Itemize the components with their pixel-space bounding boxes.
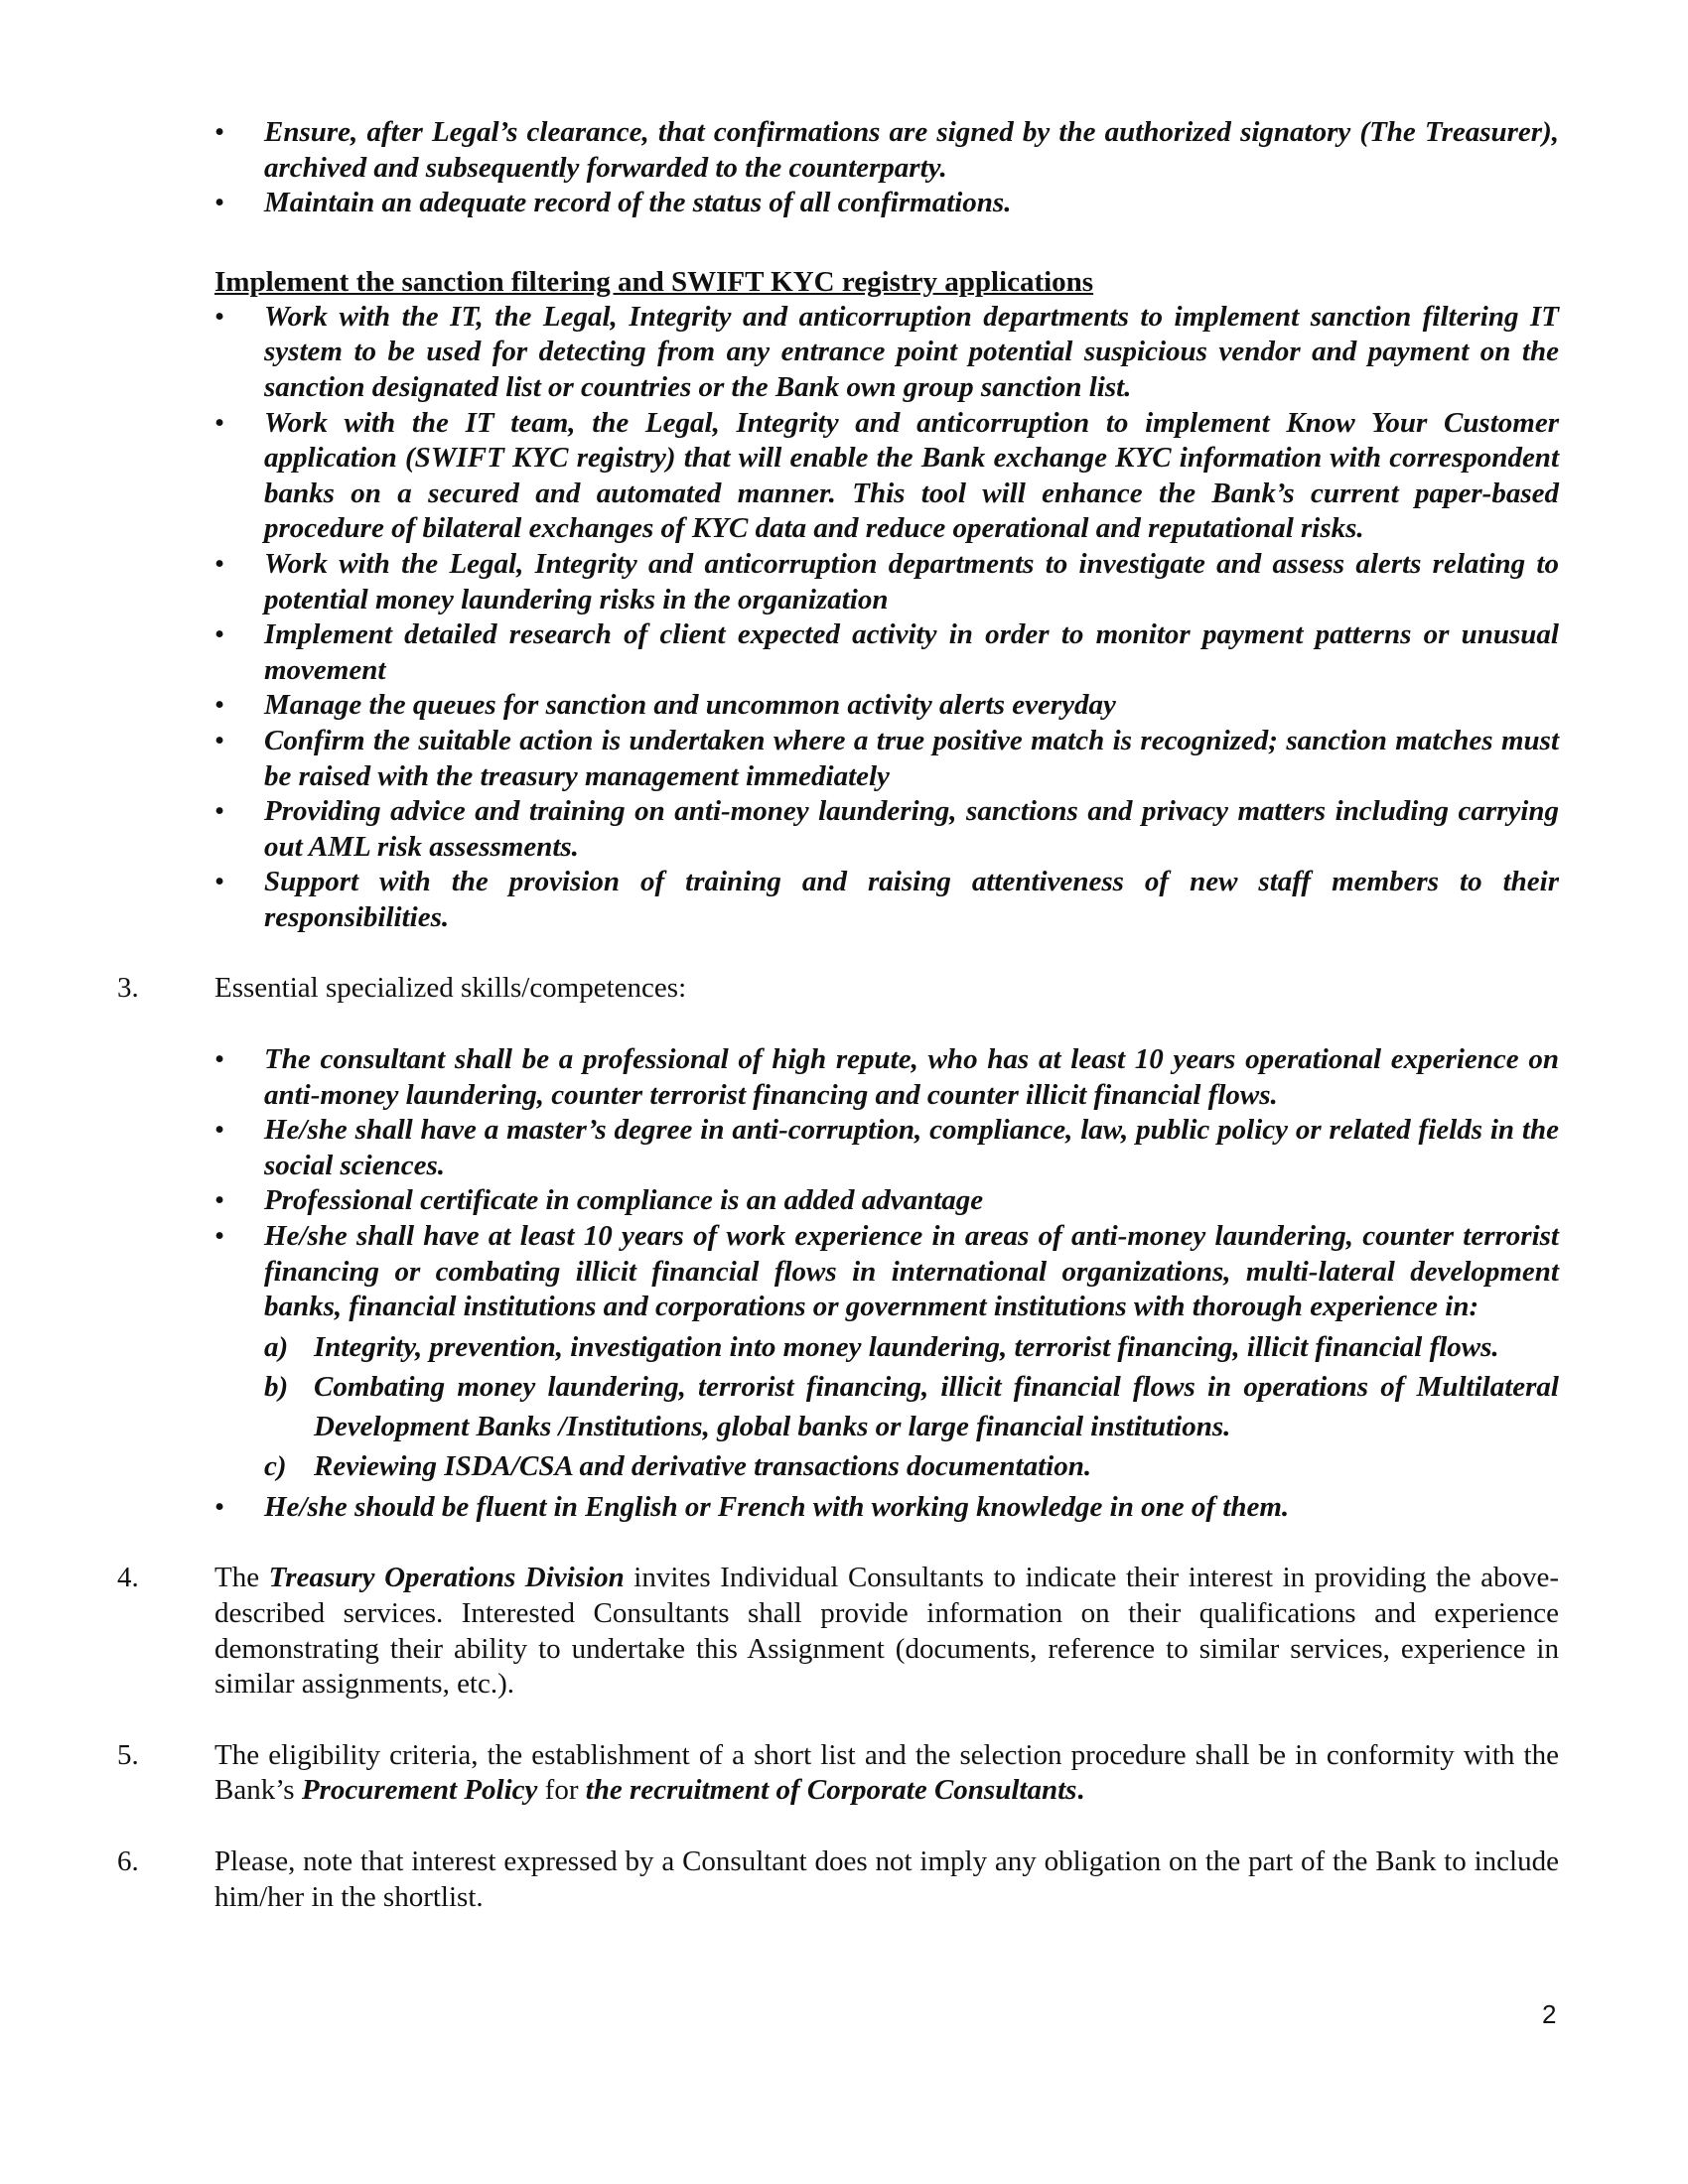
list-item: • Work with the IT, the Legal, Integrity and anticorruption departments to implement sanction filtering IT system to be used for detecting from any entrance point potential suspicious vendor and payment on the sanction designated list or countries or the Bank own group sanction list.	[214, 300, 1559, 403]
page-number: 2	[1542, 1999, 1557, 2029]
list-item: • He/she should be fluent in English or French with working knowledge in one of them.	[214, 1490, 1559, 1526]
bullet-icon: •	[214, 1043, 225, 1076]
sanction-bullet-list	[214, 300, 1559, 936]
list-item: • Confirm the suitable action is undertaken where a true positive match is recognized; sanction matches must be raised with the treasury management immediately	[214, 724, 1559, 792]
item-text: Essential specialized skills/competences:	[214, 972, 687, 1005]
numbered-item-6: 6. Please, note that interest expressed by a Consultant does not imply any obligation on the part of the Bank to include him/her in the shortlist.	[117, 1844, 1559, 1913]
list-item: • Ensure, after Legal’s clearance, that confirmations are signed by the authorized signatory (The Treasurer), archived and subsequently forwarded to the counterparty.	[214, 116, 1559, 184]
bullet-icon: •	[214, 1114, 225, 1147]
list-item: • Providing advice and training on anti-money laundering, sanctions and privacy matters including carrying out AML risk assessments.	[214, 795, 1559, 863]
sub-item-letter: b)	[264, 1370, 289, 1403]
bullet-icon: •	[214, 1490, 225, 1523]
item-number: 5.	[117, 1738, 139, 1771]
numbered-item-5: 5. The eligibility criteria, the establishment of a short list and the selection procedure shall be in conformity with the Bank’s Procurement Policy for the recruitment of Corporate Consultants.	[117, 1738, 1559, 1807]
sub-list-item: b) Combating money laundering, terrorist financing, illicit financial flows in operations of Multilateral Development Banks /Institutions, global banks or large financial institutions.	[264, 1367, 1559, 1446]
sub-list-item: c) Reviewing ISDA/CSA and derivative transactions documentation.	[264, 1446, 1559, 1486]
bullet-icon: •	[214, 406, 225, 439]
bullet-icon: •	[214, 618, 225, 651]
experience-sub-list	[264, 1327, 1559, 1486]
list-item: • Professional certificate in compliance is an added advantage	[214, 1183, 1559, 1219]
skills-bullet-list	[214, 1042, 1559, 1525]
bullet-icon: •	[214, 689, 225, 722]
list-item: • Implement detailed research of client expected activity in order to monitor payment patterns or unusual movement	[214, 618, 1559, 686]
list-item: • Support with the provision of training and raising attentiveness of new staff members to their responsibilities.	[214, 866, 1559, 933]
list-item: • He/she shall have a master’s degree in anti-corruption, compliance, law, public policy or related fields in the social sciences.	[214, 1114, 1559, 1181]
top-bullet-list	[214, 115, 1559, 221]
emphasis-text: Procurement Policy	[301, 1774, 538, 1807]
emphasis-text: Treasury Operations Division	[268, 1562, 625, 1594]
list-item: • Maintain an adequate record of the status of all confirmations.	[214, 186, 1559, 221]
list-item: • Manage the queues for sanction and uncommon activity alerts everyday	[214, 688, 1559, 724]
bullet-icon: •	[214, 866, 225, 898]
list-item: • Work with the IT team, the Legal, Integrity and anticorruption to implement Know Your Customer application (SWIFT KYC registry) that will enable the Bank exchange KYC information with correspondent banks on a secured and automated manner. This tool will enhance the Bank’s current paper-based procedure of bilateral exchanges of KYC data and reduce operational and reputational risks.	[214, 406, 1559, 545]
sub-item-letter: a)	[264, 1330, 289, 1363]
bullet-icon: •	[214, 116, 225, 148]
bullet-icon: •	[214, 795, 225, 828]
bullet-icon: •	[214, 300, 225, 333]
section-heading: Implement the sanction filtering and SWIFT KYC registry applications	[214, 265, 1094, 298]
bullet-icon: •	[214, 547, 225, 580]
sub-item-letter: c)	[264, 1449, 287, 1482]
bullet-icon: •	[214, 187, 225, 219]
numbered-item-3	[117, 971, 1559, 1007]
page-content	[117, 115, 1559, 1915]
item-number: 6.	[117, 1844, 139, 1877]
sub-list-item: a) Integrity, prevention, investigation into money laundering, terrorist financing, illicit financial flows.	[264, 1327, 1559, 1367]
bullet-icon: •	[214, 1184, 225, 1217]
numbered-item-4: 4. The Treasury Operations Division invites Individual Consultants to indicate their interest in providing the above-described services. Interested Consultants shall provide information on their qualifications and experience demonstrating their ability to undertake this Assignment (documents, reference to similar services, experience in similar assignments, etc.).	[117, 1562, 1559, 1701]
list-item: • He/she shall have at least 10 years of work experience in areas of anti-money laundering, counter terrorist financing or combating illicit financial flows in international organizations, multi-lateral development banks, financial institutions and corporations or government institutions with thorough experience in: a) Integrity, prevention, investigation into money laundering, terrorist financing, illicit financial flows. b) Combating money laundering, terrorist financing, illicit financial flows in operations of Multilateral Development Banks /Institutions, global banks or large financial institutions. c) Reviewing ISDA/CSA and derivative transactions documentation.	[214, 1219, 1559, 1486]
list-item: • Work with the Legal, Integrity and anticorruption departments to investigate and assess alerts relating to potential money laundering risks in the organization	[214, 547, 1559, 615]
bullet-icon: •	[214, 724, 225, 756]
item-number: 4.	[117, 1562, 139, 1594]
emphasis-text: the recruitment of Corporate Consultants	[585, 1774, 1077, 1807]
list-item: • The consultant shall be a professional of high repute, who has at least 10 years operational experience on anti-money laundering, counter terrorist financing and counter illicit financial flows.	[214, 1043, 1559, 1111]
item-number: 3.	[117, 972, 139, 1005]
bullet-icon: •	[214, 1220, 225, 1253]
